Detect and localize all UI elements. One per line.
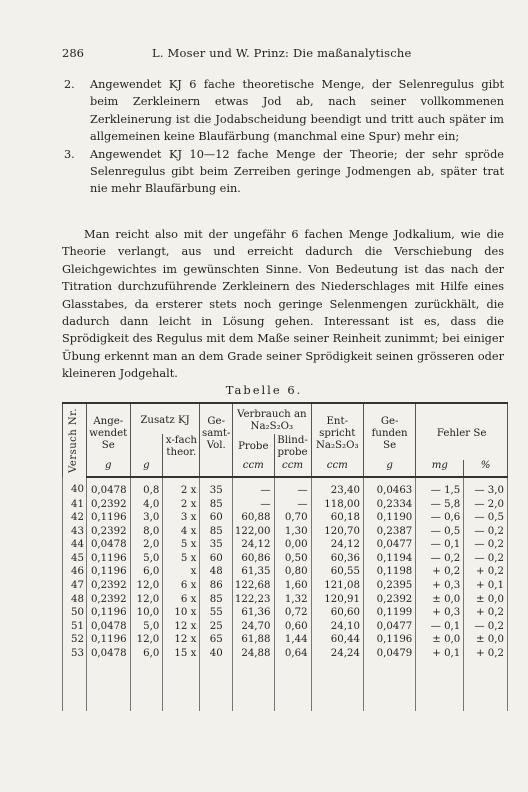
unit-angewendet: g <box>86 460 130 477</box>
cell-entspricht: 60,55 <box>311 565 363 579</box>
cell-verbrauch-probe: — <box>233 477 274 498</box>
cell-gesamt-vol: 60 <box>200 552 233 566</box>
cell-fehler-pct: — 3,0 <box>464 477 508 498</box>
cell-x-fach: 2 x <box>163 498 200 512</box>
cell-zusatz-kj: 5,0 <box>130 620 163 634</box>
cell-gefunden-se: 0,0463 <box>363 477 415 498</box>
cell-gesamt-vol: 85 <box>200 525 233 539</box>
footer-cell <box>163 661 200 711</box>
cell-verbrauch-probe: 24,88 <box>233 647 274 661</box>
cell-zusatz-kj: 0,8 <box>130 477 163 498</box>
cell-verbrauch-probe: 24,12 <box>233 538 274 552</box>
cell-fehler-pct: — 0,5 <box>464 511 508 525</box>
cell-gesamt-vol: 55 <box>200 606 233 620</box>
cell-angewendet-se: 0,0478 <box>86 620 130 634</box>
cell-gesamt-vol: 86 <box>200 579 233 593</box>
cell-fehler-pct: — 0,2 <box>464 552 508 566</box>
table-row <box>63 620 508 634</box>
cell-angewendet-se: 0,2392 <box>86 579 130 593</box>
cell-zusatz-kj: 10,0 <box>130 606 163 620</box>
cell-angewendet-se: 0,1196 <box>86 633 130 647</box>
cell-x-fach: 3 x <box>163 511 200 525</box>
cell-angewendet-se: 0,1196 <box>86 511 130 525</box>
cell-blindprobe: 1,44 <box>274 633 311 647</box>
cell-entspricht: 24,10 <box>311 620 363 634</box>
cell-versuch-nr: 41 <box>63 498 87 512</box>
cell-x-fach: 12 x <box>163 633 200 647</box>
cell-gesamt-vol: 48 <box>200 565 233 579</box>
numbered-list <box>64 76 504 198</box>
cell-entspricht: 60,44 <box>311 633 363 647</box>
cell-gefunden-se: 0,1194 <box>363 552 415 566</box>
cell-entspricht: 120,91 <box>311 593 363 607</box>
cell-verbrauch-probe: 122,00 <box>233 525 274 539</box>
body-paragraph <box>62 226 504 383</box>
footer-cell <box>130 661 163 711</box>
cell-entspricht: 120,70 <box>311 525 363 539</box>
cell-fehler-mg: + 0,3 <box>416 579 464 593</box>
header-zusatz: Zusatz KJ <box>130 403 200 434</box>
running-title: L. Moser und W. Prinz: Die maßanalytische <box>152 46 412 60</box>
cell-x-fach: 4 x <box>163 525 200 539</box>
cell-blindprobe: — <box>274 477 311 498</box>
header-xfach: x-fach theor. <box>163 434 200 460</box>
cell-entspricht: 121,08 <box>311 579 363 593</box>
cell-x-fach: x <box>163 565 200 579</box>
cell-zusatz-kj: 12,0 <box>130 633 163 647</box>
cell-x-fach: 10 x <box>163 606 200 620</box>
cell-gesamt-vol: 40 <box>200 647 233 661</box>
cell-versuch-nr: 47 <box>63 579 87 593</box>
cell-fehler-mg: — 0,1 <box>416 538 464 552</box>
header-zusatz-blank <box>130 434 163 460</box>
page-header <box>62 46 502 62</box>
header-gefunden: Ge-funden Se <box>363 403 415 460</box>
cell-angewendet-se: 0,2392 <box>86 525 130 539</box>
cell-fehler-mg: — 5,8 <box>416 498 464 512</box>
cell-versuch-nr: 50 <box>63 606 87 620</box>
cell-fehler-pct: — 0,2 <box>464 538 508 552</box>
cell-fehler-pct: ± 0,0 <box>464 633 508 647</box>
header-angewendet: Ange-wendet Se <box>86 403 130 460</box>
cell-entspricht: 118,00 <box>311 498 363 512</box>
cell-gefunden-se: 0,0477 <box>363 620 415 634</box>
list-item-text: Angewendet KJ 10—12 fache Menge der Theorie; der sehr spröde Selenregulus gibt beim Zerreiben geringe Jodmengen ab, später trat nie mehr Blaufärbung ein. <box>90 147 504 196</box>
cell-x-fach: 6 x <box>163 579 200 593</box>
unit-gesamt <box>200 460 233 477</box>
table-footer-space <box>63 661 508 711</box>
cell-blindprobe: 0,72 <box>274 606 311 620</box>
data-table <box>62 402 508 711</box>
cell-angewendet-se: 0,0478 <box>86 538 130 552</box>
table-row <box>63 552 508 566</box>
list-item-number: 3. <box>64 147 75 161</box>
cell-angewendet-se: 0,2392 <box>86 498 130 512</box>
cell-gesamt-vol: 35 <box>200 477 233 498</box>
cell-x-fach: 15 x <box>163 647 200 661</box>
cell-versuch-nr: 48 <box>63 593 87 607</box>
table-row <box>63 606 508 620</box>
cell-fehler-pct: — 0,2 <box>464 525 508 539</box>
header-fehler: Fehler Se <box>416 403 508 460</box>
cell-versuch-nr: 44 <box>63 538 87 552</box>
cell-gefunden-se: 0,2395 <box>363 579 415 593</box>
list-item <box>64 76 504 146</box>
footer-cell <box>86 661 130 711</box>
footer-cell <box>274 661 311 711</box>
cell-angewendet-se: 0,1196 <box>86 606 130 620</box>
table-row <box>63 647 508 661</box>
header-verbrauch: Verbrauch an Na₂S₂O₃ <box>233 403 312 434</box>
unit-blind: ccm <box>274 460 311 477</box>
footer-cell <box>363 661 415 711</box>
cell-gesamt-vol: 35 <box>200 538 233 552</box>
table-row <box>63 498 508 512</box>
cell-x-fach: 5 x <box>163 552 200 566</box>
unit-zusatz: g <box>130 460 163 477</box>
cell-zusatz-kj: 5,0 <box>130 552 163 566</box>
cell-blindprobe: 1,32 <box>274 593 311 607</box>
cell-blindprobe: 0,70 <box>274 511 311 525</box>
footer-cell <box>200 661 233 711</box>
cell-fehler-mg: — 1,5 <box>416 477 464 498</box>
cell-verbrauch-probe: 24,70 <box>233 620 274 634</box>
table-row <box>63 593 508 607</box>
cell-fehler-pct: ± 0,0 <box>464 593 508 607</box>
cell-entspricht: 24,12 <box>311 538 363 552</box>
page-number: 286 <box>62 46 84 60</box>
cell-fehler-pct: + 0,2 <box>464 606 508 620</box>
cell-fehler-pct: + 0,2 <box>464 647 508 661</box>
cell-versuch-nr: 40 <box>63 477 87 498</box>
cell-verbrauch-probe: 61,88 <box>233 633 274 647</box>
cell-angewendet-se: 0,2392 <box>86 593 130 607</box>
cell-fehler-mg: + 0,3 <box>416 606 464 620</box>
cell-gefunden-se: 0,2392 <box>363 593 415 607</box>
cell-x-fach: 2 x <box>163 477 200 498</box>
cell-fehler-mg: + 0,1 <box>416 647 464 661</box>
cell-fehler-pct: — 2,0 <box>464 498 508 512</box>
cell-blindprobe: 0,64 <box>274 647 311 661</box>
cell-zusatz-kj: 12,0 <box>130 593 163 607</box>
cell-zusatz-kj: 3,0 <box>130 511 163 525</box>
cell-verbrauch-probe: 122,23 <box>233 593 274 607</box>
cell-fehler-mg: — 0,5 <box>416 525 464 539</box>
cell-entspricht: 60,18 <box>311 511 363 525</box>
cell-blindprobe: 1,60 <box>274 579 311 593</box>
table-row <box>63 633 508 647</box>
cell-entspricht: 60,60 <box>311 606 363 620</box>
footer-cell <box>464 661 508 711</box>
cell-zusatz-kj: 6,0 <box>130 647 163 661</box>
cell-zusatz-kj: 2,0 <box>130 538 163 552</box>
footer-cell <box>233 661 274 711</box>
cell-angewendet-se: 0,0478 <box>86 477 130 498</box>
cell-blindprobe: 0,80 <box>274 565 311 579</box>
cell-fehler-mg: + 0,2 <box>416 565 464 579</box>
cell-gefunden-se: 0,0479 <box>363 647 415 661</box>
cell-angewendet-se: 0,0478 <box>86 647 130 661</box>
cell-x-fach: 5 x <box>163 538 200 552</box>
unit-fehler-pct: % <box>464 460 508 477</box>
table-body <box>63 477 508 711</box>
cell-versuch-nr: 46 <box>63 565 87 579</box>
header-blind: Blind-probe <box>274 434 311 460</box>
cell-gesamt-vol: 25 <box>200 620 233 634</box>
list-item-text: Angewendet KJ 6 fache theoretische Menge, der Selenregulus gibt beim Zerkleinern etwas Jod ab, nach seiner vollkommenen Zerkleinerung ist die Jodabscheidung beendigt und tritt auch später im allgemeinen keine Blaufärbung (manchmal eine Spur) mehr ein; <box>90 78 504 144</box>
cell-entspricht: 23,40 <box>311 477 363 498</box>
cell-blindprobe: 1,30 <box>274 525 311 539</box>
cell-zusatz-kj: 8,0 <box>130 525 163 539</box>
cell-versuch-nr: 53 <box>63 647 87 661</box>
footer-cell <box>416 661 464 711</box>
list-item-number: 2. <box>64 78 75 91</box>
cell-verbrauch-probe: 61,35 <box>233 565 274 579</box>
unit-probe: ccm <box>233 460 274 477</box>
cell-fehler-mg: — 0,1 <box>416 620 464 634</box>
header-entspricht: Ent-spricht Na₂S₂O₃ <box>311 403 363 460</box>
cell-blindprobe: 0,50 <box>274 552 311 566</box>
cell-versuch-nr: 52 <box>63 633 87 647</box>
cell-verbrauch-probe: 61,36 <box>233 606 274 620</box>
cell-zusatz-kj: 6,0 <box>130 565 163 579</box>
unit-entspricht: ccm <box>311 460 363 477</box>
cell-fehler-pct: + 0,2 <box>464 565 508 579</box>
cell-gefunden-se: 0,2334 <box>363 498 415 512</box>
cell-gesamt-vol: 85 <box>200 593 233 607</box>
table-row <box>63 477 508 498</box>
table-row <box>63 525 508 539</box>
cell-entspricht: 60,36 <box>311 552 363 566</box>
cell-blindprobe: 0,00 <box>274 538 311 552</box>
cell-fehler-mg: — 0,2 <box>416 552 464 566</box>
cell-gefunden-se: 0,2387 <box>363 525 415 539</box>
cell-fehler-mg: ± 0,0 <box>416 633 464 647</box>
cell-angewendet-se: 0,1196 <box>86 565 130 579</box>
list-item <box>64 146 504 198</box>
cell-entspricht: 24,24 <box>311 647 363 661</box>
cell-fehler-mg: — 0,6 <box>416 511 464 525</box>
table-caption: Tabelle 6. <box>225 383 303 397</box>
cell-gesamt-vol: 60 <box>200 511 233 525</box>
cell-verbrauch-probe: 60,88 <box>233 511 274 525</box>
unit-xfach <box>163 460 200 477</box>
paragraph-text: Man reicht also mit der ungefähr 6 fachen Menge Jodkalium, wie die Theorie verlangt, aus und erreicht dadurch die Verschiebung des Gleichgewichtes im gewünschten Sinne. Von Bedeutung ist das nach der Titration durchzuführende Zerkleinern des Niederschlages mit Hilfe eines Glasstabes, da ersterer stets noch geringe Selenmengen zurückhält, die dadurch dann leicht in Lösung gehen. Interessant ist es, dass die Sprödigkeit des Regulus mit dem Maße seiner Reinheit zunimmt; bei einiger Übung erkennt man an dem Grade seiner Sprödigkeit seinen grösseren oder kleineren Jodgehalt. <box>62 228 504 381</box>
cell-fehler-mg: ± 0,0 <box>416 593 464 607</box>
cell-x-fach: 12 x <box>163 620 200 634</box>
cell-versuch-nr: 42 <box>63 511 87 525</box>
table-row <box>63 538 508 552</box>
cell-fehler-pct: + 0,1 <box>464 579 508 593</box>
cell-gesamt-vol: 65 <box>200 633 233 647</box>
table-row <box>63 511 508 525</box>
table-row <box>63 565 508 579</box>
header-gesamt: Ge-samt-Vol. <box>200 403 233 460</box>
cell-gefunden-se: 0,1190 <box>363 511 415 525</box>
cell-blindprobe: — <box>274 498 311 512</box>
cell-angewendet-se: 0,1196 <box>86 552 130 566</box>
cell-gefunden-se: 0,0477 <box>363 538 415 552</box>
cell-gefunden-se: 0,1199 <box>363 606 415 620</box>
footer-cell <box>63 661 87 711</box>
unit-fehler-mg: mg <box>416 460 464 477</box>
cell-verbrauch-probe: 122,68 <box>233 579 274 593</box>
cell-versuch-nr: 43 <box>63 525 87 539</box>
cell-fehler-pct: — 0,2 <box>464 620 508 634</box>
cell-zusatz-kj: 4,0 <box>130 498 163 512</box>
cell-gesamt-vol: 85 <box>200 498 233 512</box>
cell-blindprobe: 0,60 <box>274 620 311 634</box>
cell-x-fach: 6 x <box>163 593 200 607</box>
cell-gefunden-se: 0,1198 <box>363 565 415 579</box>
table-row <box>63 579 508 593</box>
cell-zusatz-kj: 12,0 <box>130 579 163 593</box>
cell-gefunden-se: 0,1196 <box>363 633 415 647</box>
cell-verbrauch-probe: 60,86 <box>233 552 274 566</box>
cell-verbrauch-probe: — <box>233 498 274 512</box>
header-probe: Probe <box>233 434 274 460</box>
cell-versuch-nr: 45 <box>63 552 87 566</box>
cell-versuch-nr: 51 <box>63 620 87 634</box>
header-versuch: Versuch Nr. <box>63 403 87 477</box>
footer-cell <box>311 661 363 711</box>
unit-gefunden: g <box>363 460 415 477</box>
